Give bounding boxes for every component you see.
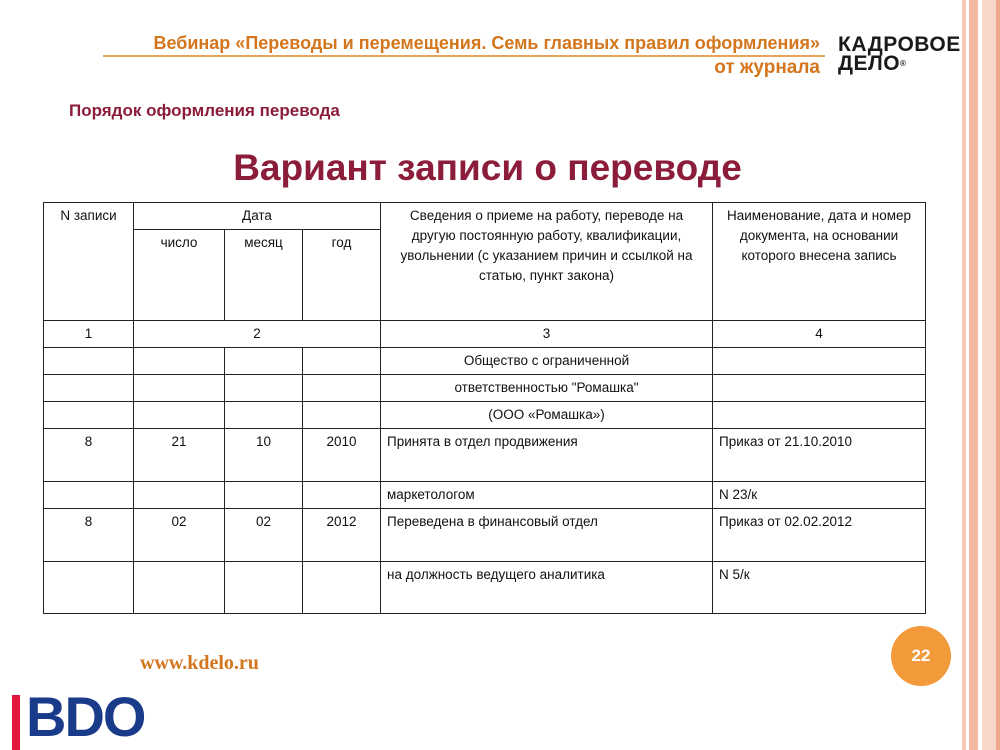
org-name-line: Общество с ограниченной [381,348,713,375]
table-row [44,509,926,562]
record-day: 02 [134,509,225,562]
table-row [44,375,926,402]
table-row [44,402,926,429]
header-day: число [134,230,225,321]
header-document: Наименование, дата и номер документа, на основании которого внесена запись [713,203,926,321]
header-month: месяц [225,230,303,321]
col-number: 2 [134,321,381,348]
header-date: Дата [134,203,381,230]
record-number [44,482,134,509]
record-info: Переведена в финансовый отдел [381,509,713,562]
logo-registered-mark: ® [900,59,907,68]
record-month: 10 [225,429,303,482]
record-month: 02 [225,509,303,562]
record-info: на должность ведущего аналитика [381,562,713,614]
webinar-title: Вебинар «Переводы и перемещения. Семь главных правил оформления» [153,33,820,53]
record-number [44,562,134,614]
org-name-line: (ООО «Ромашка») [381,402,713,429]
bdo-logo [12,685,155,750]
record-number: 8 [44,509,134,562]
record-document: N 23/к [713,482,926,509]
logo-line2: ДЕЛО [838,52,901,75]
table-row [44,429,926,482]
record-day: 21 [134,429,225,482]
journal-subtitle: от журнала [714,57,820,78]
record-document: Приказ от 21.10.2010 [713,429,926,482]
decorative-stripes [960,0,1000,750]
table-row [44,348,926,375]
record-month [225,562,303,614]
record-number: 8 [44,429,134,482]
logo-line1: КАДРОВОЕ [838,33,961,56]
org-name-line: ответственностью "Ромашка" [381,375,713,402]
table-header-row [44,203,926,230]
kadrovoe-delo-logo [838,35,961,73]
header-info: Сведения о приеме на работу, переводе на другую постоянную работу, квалификации, увольнении (с указанием причин и ссылкой на статью, пункт закона) [381,203,713,321]
record-info: маркетологом [381,482,713,509]
bdo-logo-text: BDO [26,685,145,748]
header-record-number: N записи [44,203,134,321]
section-title: Порядок оформления перевода [69,101,340,120]
record-document: N 5/к [713,562,926,614]
record-year [303,562,381,614]
record-month [225,482,303,509]
column-number-row [44,321,926,348]
slide-title: Вариант записи о переводе [233,147,742,188]
page-number-badge: 22 [891,626,951,686]
record-document: Приказ от 02.02.2012 [713,509,926,562]
header-year: год [303,230,381,321]
record-year [303,482,381,509]
table-row [44,562,926,614]
record-info: Принята в отдел продвижения [381,429,713,482]
table-row [44,482,926,509]
col-number: 4 [713,321,926,348]
record-day [134,482,225,509]
record-year: 2010 [303,429,381,482]
col-number: 3 [381,321,713,348]
record-year: 2012 [303,509,381,562]
work-record-table [43,202,926,614]
bdo-logo-bar [12,695,20,750]
website-link[interactable]: www.kdelo.ru [140,652,259,674]
col-number: 1 [44,321,134,348]
record-day [134,562,225,614]
